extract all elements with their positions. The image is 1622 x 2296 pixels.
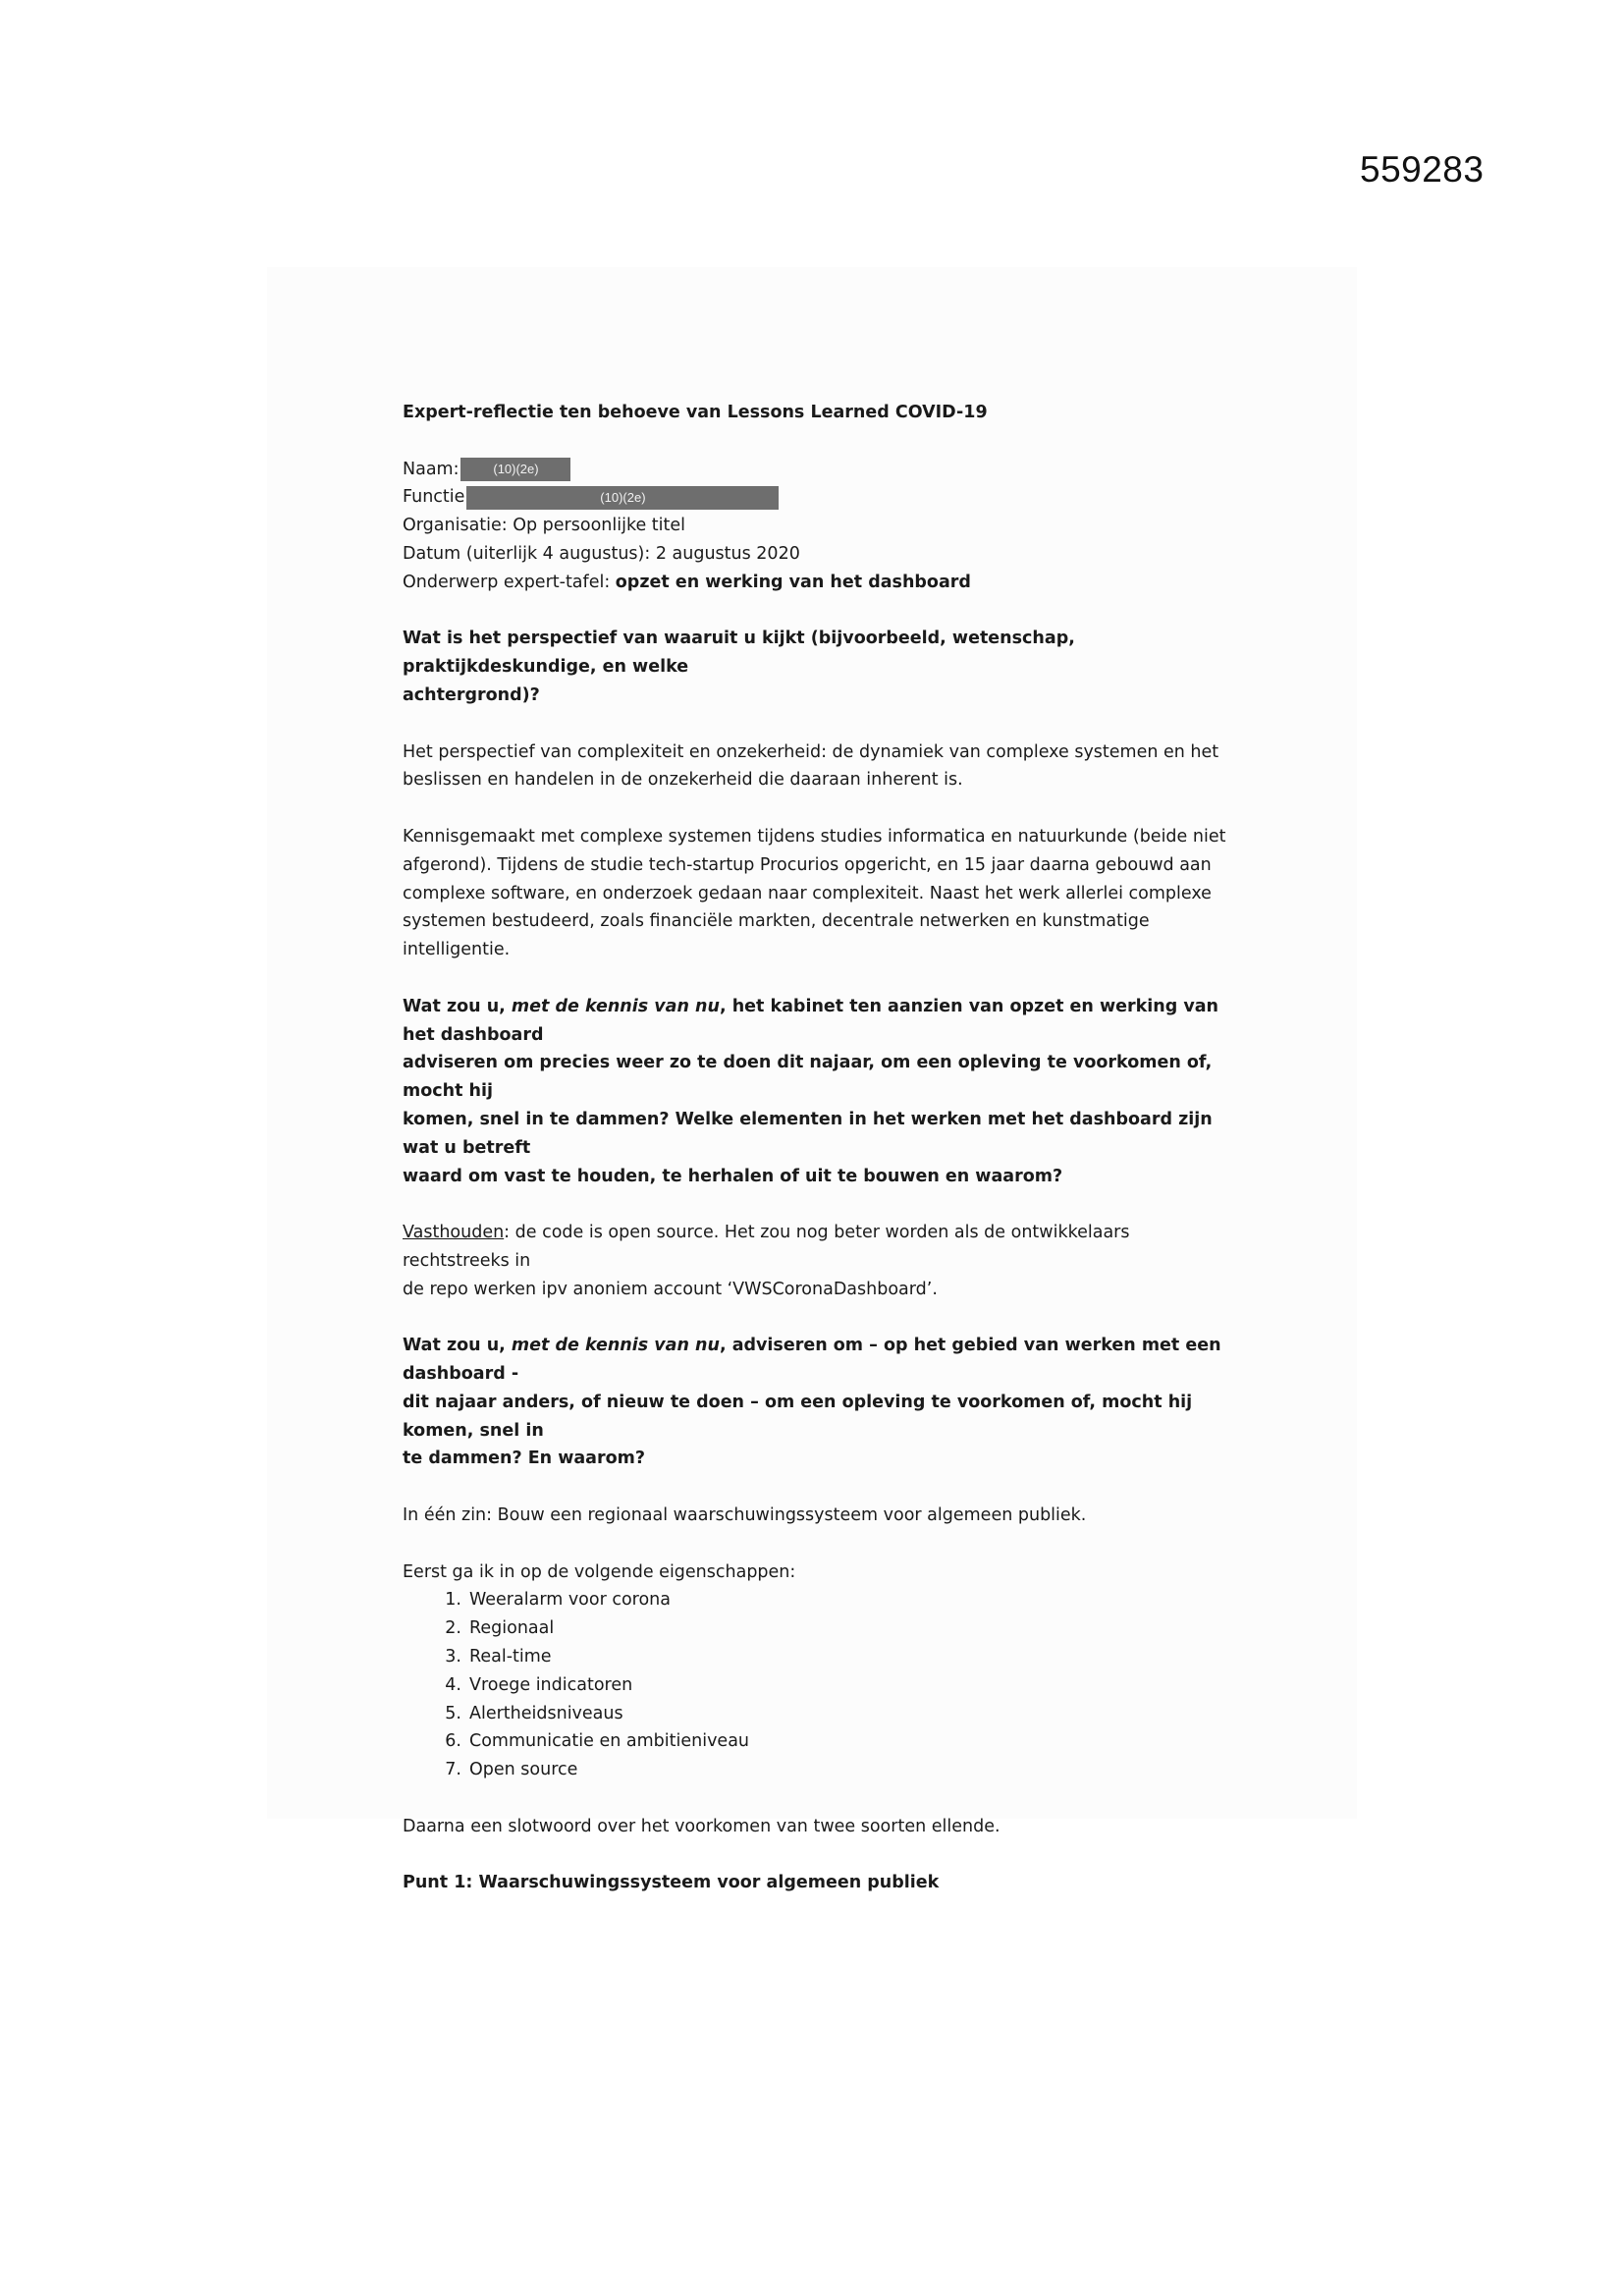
list-item-text: Communicatie en ambitieniveau (469, 1731, 750, 1752)
question-2-line: adviseren om precies weer zo te doen dit najaar, om een opleving te voorkomen of, mocht hij (403, 1053, 1213, 1102)
list-item (403, 1643, 1237, 1671)
question-2 (403, 993, 1237, 1191)
question-3-line: dit najaar anders, of nieuw te doen – om een opleving te voorkomen of, mocht hij komen, snel in (403, 1392, 1193, 1441)
answer-line: systemen bestudeerd, zoals financiële markten, decentrale netwerken en kunstmatige intelligentie. (403, 911, 1150, 960)
properties-intro: Eerst ga ik in op de volgende eigenschappen: (403, 1561, 796, 1582)
list-item-number: 5. (445, 1703, 461, 1723)
question-emphasis: met de kennis van nu (511, 996, 720, 1016)
list-item (403, 1671, 1237, 1700)
list-item-number: 2. (445, 1618, 461, 1639)
answer-text: : de code is open source. Het zou nog beter worden als de ontwikkelaars rechtstreeks in (403, 1223, 1130, 1271)
question-1-line: Wat is het perspectief van waaruit u kijkt (bijvoorbeeld, wetenschap, praktijkdeskundige, en welke (403, 629, 1075, 678)
list-item (403, 1727, 1237, 1756)
answer-2 (403, 1219, 1237, 1303)
metadata-block (403, 456, 1237, 597)
list-item-text: Vroege indicatoren (469, 1674, 633, 1695)
answer-line: afgerond). Tijdens de studie tech-startup Procurios opgericht, en 15 jaar daarna gebouwd aan (403, 854, 1212, 875)
functie-redaction: (10)(2e) (466, 486, 779, 510)
document-title: Expert-reflectie ten behoeve van Lessons Learned COVID-19 (403, 403, 988, 422)
answer-line: Het perspectief van complexiteit en onzekerheid: de dynamiek van complexe systemen en het (403, 741, 1219, 762)
vasthouden-label: Vasthouden (403, 1223, 505, 1243)
onderwerp-label: Onderwerp expert-tafel: (403, 572, 616, 592)
list-item-number: 3. (445, 1647, 461, 1667)
question-2-line: komen, snel in te dammen? Welke elementen in het werken met het dashboard zijn wat u betreft (403, 1109, 1213, 1158)
section-heading-punt-1: Punt 1: Waarschuwingssysteem voor algemeen publiek (403, 1873, 940, 1893)
list-item-number: 6. (445, 1731, 461, 1752)
list-item-text: Alertheidsniveaus (469, 1703, 623, 1723)
functie-row (403, 483, 1237, 512)
properties-list (403, 1586, 1237, 1784)
list-item (403, 1700, 1237, 1728)
list-item-text: Weeralarm voor corona (469, 1590, 672, 1611)
question-text: Wat zou u, (403, 1336, 512, 1356)
naam-row (403, 456, 1237, 484)
list-item-number: 4. (445, 1674, 461, 1695)
answer-3-summary: In één zin: Bouw een regionaal waarschuwingssysteem voor algemeen publiek. (403, 1505, 1087, 1526)
list-item (403, 1614, 1237, 1643)
functie-label: Functie (403, 487, 465, 508)
question-1 (403, 625, 1237, 709)
question-text: Wat zou u, (403, 996, 512, 1016)
question-2-line (403, 993, 1237, 1050)
question-text: , adviseren om – op het gebied van werken met een dashboard - (403, 1336, 1221, 1385)
naam-redaction: (10)(2e) (460, 458, 570, 481)
question-text: , het kabinet ten aanzien van opzet en werking van het dashboard (403, 996, 1219, 1045)
list-item (403, 1756, 1237, 1784)
answer-line: complexe software, en onderzoek gedaan naar complexiteit. Naast het werk allerlei complexe (403, 883, 1212, 903)
answer-line: Kennisgemaakt met complexe systemen tijdens studies informatica en natuurkunde (beide niet (403, 826, 1226, 847)
list-item-number: 7. (445, 1760, 461, 1780)
question-3 (403, 1332, 1237, 1473)
onderwerp-value: opzet en werking van het dashboard (615, 572, 971, 592)
answer-line (403, 1219, 1237, 1276)
onderwerp-field (403, 569, 1237, 597)
answer-line: de repo werken ipv anoniem account ‘VWSCoronaDashboard’. (403, 1279, 938, 1299)
list-item-text: Open source (469, 1760, 578, 1780)
datum-field: Datum (uiterlijk 4 augustus): 2 augustus 2020 (403, 543, 800, 564)
question-emphasis: met de kennis van nu (511, 1336, 720, 1356)
list-item-text: Real-time (469, 1647, 552, 1667)
closing-sentence: Daarna een slotwoord over het voorkomen van twee soorten ellende. (403, 1816, 1000, 1836)
answer-1-paragraph-2 (403, 823, 1237, 964)
answer-line: beslissen en handelen in de onzekerheid die daaraan inherent is. (403, 770, 963, 791)
question-1-line: achtergrond)? (403, 684, 540, 705)
list-item-number: 1. (445, 1590, 461, 1611)
list-item-text: Regionaal (469, 1618, 555, 1639)
list-item (403, 1586, 1237, 1614)
naam-label: Naam: (403, 459, 460, 479)
answer-1-paragraph-1 (403, 738, 1237, 795)
question-2-line: waard om vast te houden, te herhalen of uit te bouwen en waarom? (403, 1166, 1063, 1186)
organisatie-field: Organisatie: Op persoonlijke titel (403, 516, 686, 536)
document-number: 559283 (1360, 149, 1485, 190)
document-body (403, 399, 1237, 1897)
question-3-line (403, 1332, 1237, 1389)
question-3-line: te dammen? En waarom? (403, 1449, 646, 1469)
